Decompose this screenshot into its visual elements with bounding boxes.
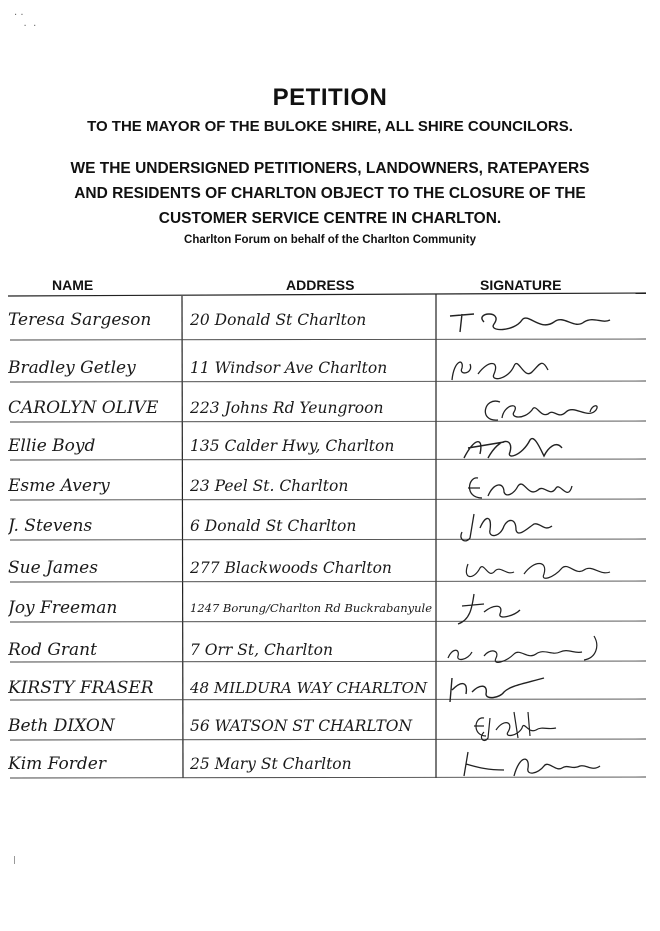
- signer-address: 6 Donald St Charlton: [190, 517, 357, 535]
- signer-name: Teresa Sargeson: [8, 310, 152, 330]
- signature-image: [444, 670, 644, 708]
- table-row: [0, 668, 660, 708]
- column-header-address: ADDRESS: [286, 277, 355, 293]
- signer-address: 223 Johns Rd Yeungroon: [190, 399, 384, 417]
- statement-line: WE THE UNDERSIGNED PETITIONERS, LANDOWNERS, RATEPAYERS: [70, 160, 590, 177]
- signature-image: [444, 708, 644, 746]
- table-row: [0, 548, 660, 588]
- signature-image: [444, 302, 644, 340]
- petition-addressee: TO THE MAYOR OF THE BULOKE SHIRE, ALL SHIRE COUNCILORS.: [87, 118, 573, 135]
- statement-line: AND RESIDENTS OF CHARLTON OBJECT TO THE CLOSURE OF THE: [74, 185, 586, 202]
- signature-image: [444, 550, 644, 588]
- table-row: [0, 300, 660, 340]
- column-header-signature: SIGNATURE: [480, 277, 562, 293]
- signer-name: Kim Forder: [8, 754, 106, 774]
- signature-image: [444, 350, 644, 388]
- scan-artifact: [14, 856, 15, 864]
- signer-name: KIRSTY FRASER: [8, 678, 154, 698]
- signature-image: [444, 590, 644, 628]
- signer-name: J. Stevens: [8, 516, 93, 536]
- header-rule: [8, 293, 646, 296]
- signer-name: Joy Freeman: [8, 598, 118, 618]
- signature-image: [444, 428, 644, 466]
- signer-name: Esme Avery: [8, 476, 110, 496]
- signature-image: [444, 390, 644, 428]
- table-row: [0, 630, 660, 670]
- signer-address: 25 Mary St Charlton: [190, 755, 352, 773]
- table-row: [0, 744, 660, 784]
- scan-artifact: · · · ·: [14, 10, 37, 32]
- table-row: [0, 426, 660, 466]
- signer-name: Ellie Boyd: [8, 436, 96, 456]
- table-row: [0, 588, 660, 628]
- table-row: [0, 706, 660, 746]
- signer-address: 20 Donald St Charlton: [190, 311, 367, 329]
- table-row: [0, 348, 660, 388]
- signer-address: 277 Blackwoods Charlton: [190, 559, 392, 577]
- table-row: [0, 388, 660, 428]
- signer-address: 23 Peel St. Charlton: [190, 477, 349, 495]
- petition-title: PETITION: [272, 84, 388, 111]
- signer-name: Sue James: [8, 558, 98, 578]
- signature-image: [444, 632, 644, 670]
- signer-address: 48 MILDURA WAY CHARLTON: [190, 679, 428, 697]
- signer-address: 135 Calder Hwy, Charlton: [190, 437, 395, 455]
- signer-name: Rod Grant: [8, 640, 97, 660]
- signer-address: 56 WATSON ST CHARLTON: [190, 717, 413, 735]
- petition-organizer: Charlton Forum on behalf of the Charlton Community: [184, 234, 476, 246]
- signer-name: CAROLYN OLIVE: [8, 398, 159, 418]
- signer-name: Bradley Getley: [8, 358, 136, 378]
- column-header-name: NAME: [52, 277, 94, 293]
- signer-address: 7 Orr St, Charlton: [190, 641, 333, 659]
- signature-image: [444, 468, 644, 506]
- table-row: [0, 466, 660, 506]
- signer-address: 11 Windsor Ave Charlton: [190, 359, 388, 377]
- signature-image: [444, 508, 644, 546]
- statement-line: CUSTOMER SERVICE CENTRE IN CHARLTON.: [158, 210, 502, 227]
- signer-address: 1247 Borung/Charlton Rd Buckrabanyule: [190, 601, 432, 615]
- signer-name: Beth DIXON: [8, 716, 115, 736]
- signature-image: [444, 746, 644, 784]
- table-row: [0, 506, 660, 546]
